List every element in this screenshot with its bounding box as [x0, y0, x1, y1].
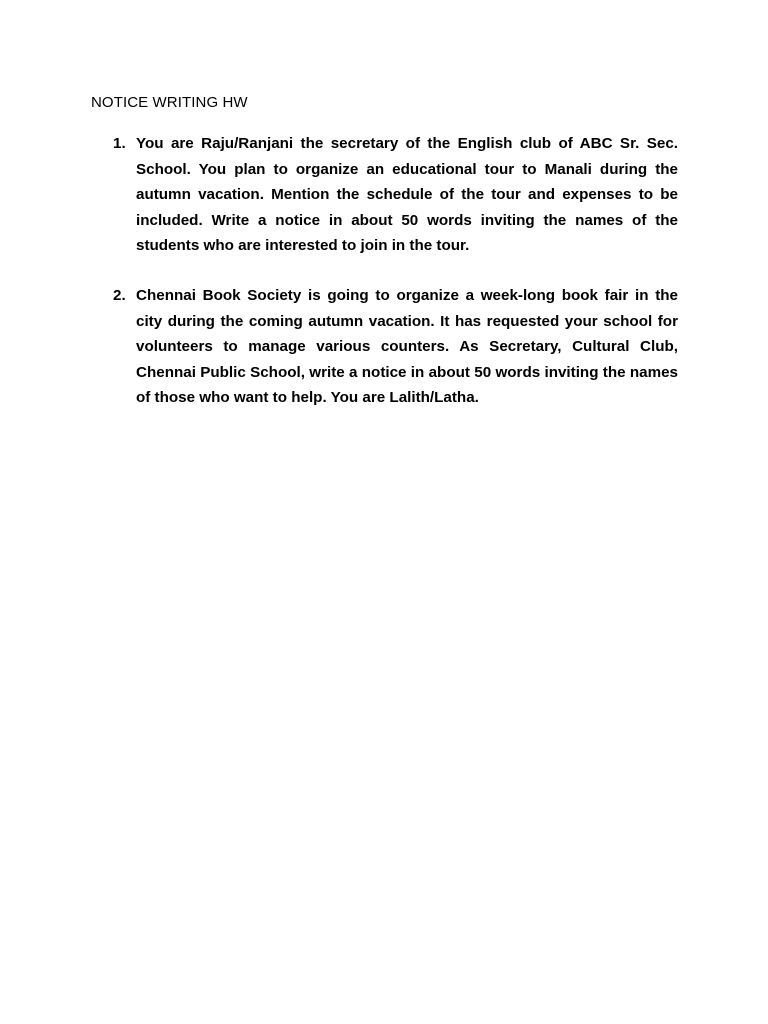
question-number-1: 1. [113, 135, 126, 152]
question-text-1: You are Raju/Ranjani the secretary of the English club of ABC Sr. Sec. School. You plan to organize an educational tour to Manali during the autumn vacation. Mention the schedule of the tour and expenses to be included. Write a notice in about 50 words inviting the names of the students who are interested to join in the tour. [136, 135, 678, 254]
question-list-1 [113, 131, 678, 259]
question-item-1 [113, 131, 678, 259]
document-heading: NOTICE WRITING HW [91, 94, 248, 111]
question-text-2: Chennai Book Society is going to organize a week-long book fair in the city during the coming autumn vacation. It has requested your school for volunteers to manage various counters. As Secretary, Cultural Club, Chennai Public School, write a notice in about 50 words inviting the names of those who want to help. You are Lalith/Latha. [136, 287, 678, 406]
question-number-2: 2. [113, 287, 126, 304]
question-item-2 [113, 283, 678, 411]
question-list-2 [113, 283, 678, 411]
